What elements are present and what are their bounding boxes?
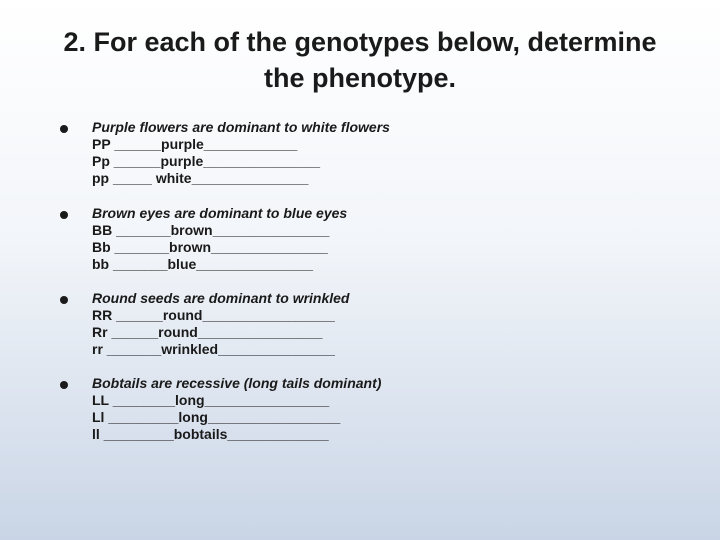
genotype-line: Pp ______purple_______________ bbox=[92, 153, 321, 169]
genotype-line: rr _______wrinkled_______________ bbox=[92, 341, 335, 357]
bullet-heading: Bobtails are recessive (long tails dominant) bbox=[92, 375, 382, 391]
genotype-line: RR ______round_________________ bbox=[92, 307, 335, 323]
genotype-line: Ll _________long_________________ bbox=[92, 409, 341, 425]
genotype-line: LL ________long________________ bbox=[92, 392, 330, 408]
bullet-icon bbox=[60, 381, 68, 389]
bullet-icon bbox=[60, 296, 68, 304]
genotype-line: ll _________bobtails_____________ bbox=[92, 426, 329, 442]
bullet-icon bbox=[60, 211, 68, 219]
bullet-heading: Brown eyes are dominant to blue eyes bbox=[92, 205, 348, 221]
genotype-line: PP ______purple____________ bbox=[92, 136, 298, 152]
genotype-line: pp _____ white_______________ bbox=[92, 170, 309, 186]
bullet-heading: Purple flowers are dominant to white flowers bbox=[92, 119, 390, 135]
genotype-line: Rr ______round________________ bbox=[92, 324, 323, 340]
genotype-line: bb _______blue_______________ bbox=[92, 256, 314, 272]
bullet-heading: Round seeds are dominant to wrinkled bbox=[92, 290, 350, 306]
slide-title: 2. For each of the genotypes below, determine the phenotype. bbox=[63, 27, 657, 93]
genotype-line: BB _______brown_______________ bbox=[92, 222, 330, 238]
genotype-line: Bb _______brown_______________ bbox=[92, 239, 328, 255]
bullet-icon bbox=[60, 125, 68, 133]
